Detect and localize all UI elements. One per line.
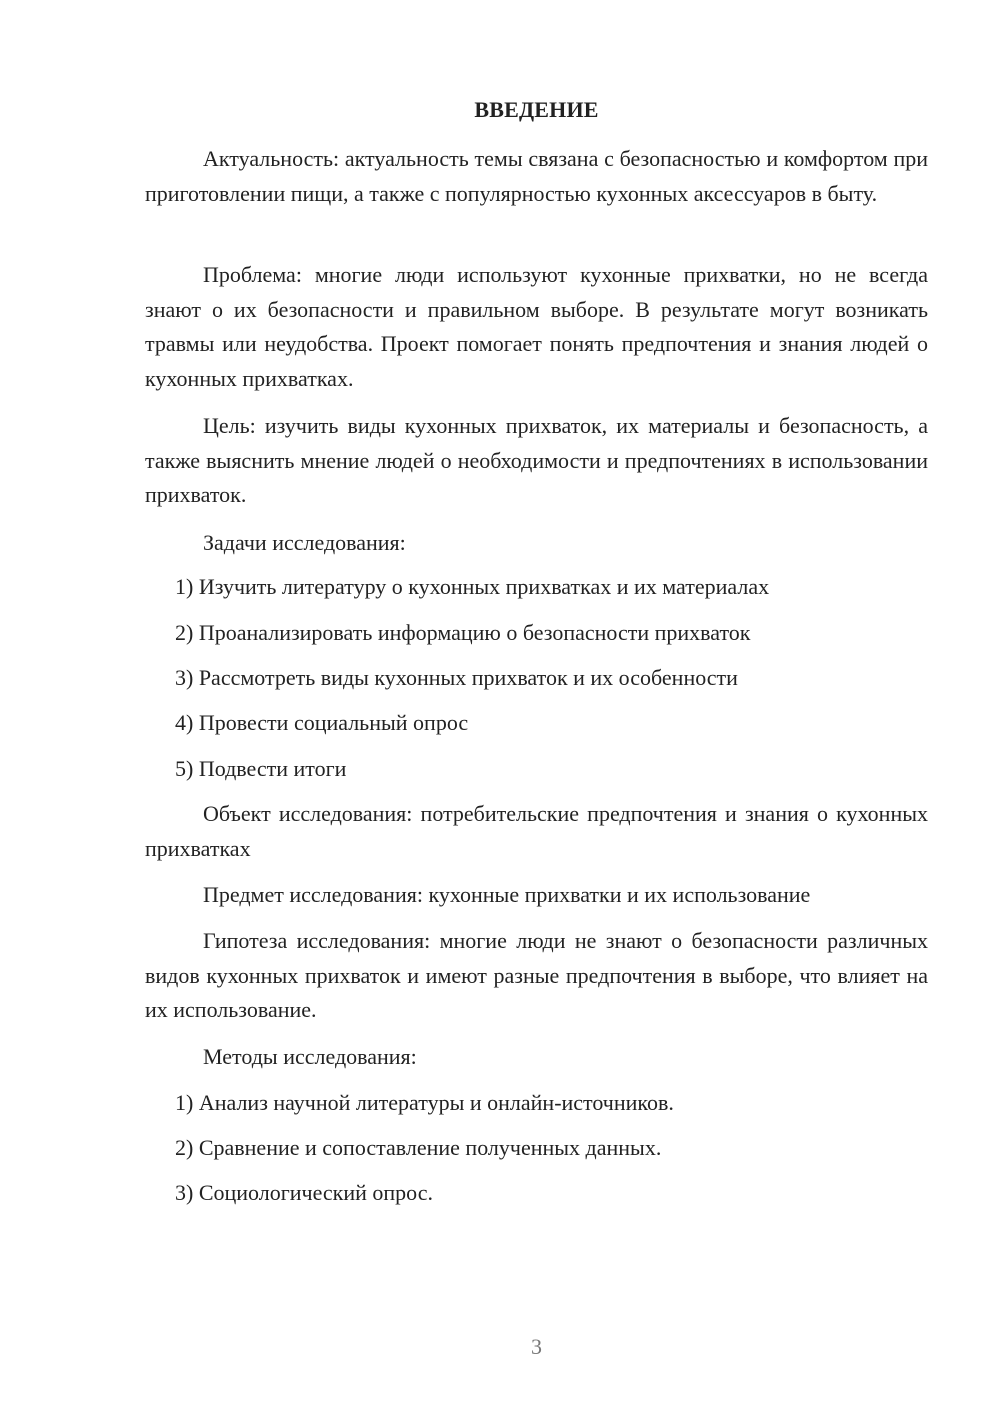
method-item: 3) Социологический опрос. (175, 1180, 433, 1205)
object-paragraph: Объект исследования: потребительские предпочтения и знания о кухонных прихватках (145, 801, 928, 861)
task-item: 2) Проанализировать информацию о безопасности прихваток (175, 620, 751, 645)
problem-paragraph: Проблема: многие люди используют кухонные прихватки, но не всегда знают о их безопасности и правильном выборе. В результате могут возникать травмы или неудобства. Проект помогает понять предпочтения и знания людей о кухонных прихватках. (145, 262, 928, 391)
methods-heading: Методы исследования: (203, 1044, 417, 1069)
task-item: 1) Изучить литературу о кухонных прихватках и их материалах (175, 574, 770, 599)
method-item: 1) Анализ научной литературы и онлайн-источников. (175, 1090, 674, 1115)
relevance-paragraph: Актуальность: актуальность темы связана с безопасностью и комфортом при приготовлении пищи, а также с популярностью кухонных аксессуаров в быту. (145, 146, 928, 206)
page-number: 3 (531, 1334, 542, 1359)
task-item: 5) Подвести итоги (175, 756, 347, 781)
method-item: 2) Сравнение и сопоставление полученных данных. (175, 1135, 662, 1160)
task-item: 3) Рассмотреть виды кухонных прихваток и их особенности (175, 665, 738, 690)
subject-paragraph: Предмет исследования: кухонные прихватки и их использование (203, 882, 811, 907)
goal-paragraph: Цель: изучить виды кухонных прихваток, их материалы и безопасность, а также выяснить мнение людей о необходимости и предпочтениях в использовании прихваток. (145, 413, 928, 507)
hypothesis-paragraph: Гипотеза исследования: многие люди не знают о безопасности различных видов кухонных прихваток и имеют разные предпочтения в выборе, что влияет на их использование. (145, 928, 928, 1022)
page-title: ВВЕДЕНИЕ (474, 97, 599, 122)
tasks-heading: Задачи исследования: (203, 530, 406, 555)
task-item: 4) Провести социальный опрос (175, 710, 469, 735)
